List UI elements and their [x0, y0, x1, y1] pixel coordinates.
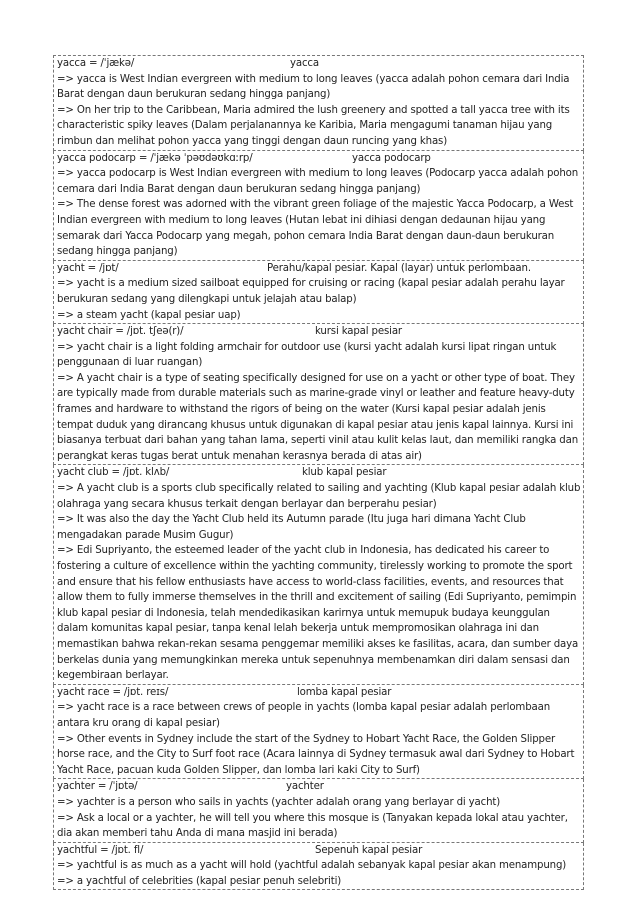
entry-term: yacht chair = /jɒt. tʃeə(r)/: [57, 326, 184, 338]
entry-yachtful: [53, 843, 584, 891]
entry-translation: Sepenuh kapal pesiar: [315, 844, 423, 856]
entry-translation: Perahu/kapal pesiar. Kapal (layar) untuk perlombaan.: [267, 262, 531, 274]
definition-line: => yachtful is as much as a yacht will hold (yachtful adalah sebanyak kapal pesiar akan menampung): [57, 860, 567, 872]
entry-translation: kursi kapal pesiar: [315, 326, 402, 338]
example-line: => The dense forest was adorned with the vibrant green foliage of the majestic Yacca Podocarp, a West Indian evergreen with medium to long leaves (Hutan lebat ini dihiasi dengan dedaunan hijau yang semarak dari Yacca Podocarp yang megah, pohon cemara India Barat dengan daun-daun berukuran sedang hingga panjang): [57, 199, 574, 258]
entry-headline: [57, 685, 581, 701]
entry-term: yachter = /ˈjɒtə/: [57, 781, 138, 793]
entry-translation: yacca podocarp: [352, 152, 431, 164]
entry-headline: [57, 843, 581, 859]
entry-headline: [57, 465, 581, 481]
entry-headline: [57, 56, 581, 72]
entry-translation: yachter: [286, 781, 324, 793]
entry-yacca: [53, 55, 584, 151]
entry-term: yachtful = /jɒt. fl/: [57, 844, 144, 856]
example-line: => Edi Supriyanto, the esteemed leader of the yacht club in Indonesia, has dedicated his career to fostering a culture of excellence within the yachting community, tirelessly working to promote the sport and ensure that his fellow enthusiasts have access to world-class facilities, events, and resources that allow them to fully immerse themselves in the thrill and excitement of sailing (Edi Supriyanto, pemimpin klub kapal pesiar di Indonesia, telah mendedikasikan karirnya untuk memupuk budaya keunggulan dalam komunitas kapal pesiar, tanpa kenal lelah bekerja untuk mempromosikan olahraga ini dan memastikan bahwa rekan-rekan sesama penggemar memiliki akses ke fasilitas, acara, dan sumber daya berkelas dunia yang memungkinkan mereka untuk sepenuhnya membenamkan diri dalam sensasi dan kegembiraan berlayar.: [57, 545, 579, 682]
entry-term: yacca = /ˈjækə/: [57, 58, 135, 69]
entry-headline: [57, 261, 581, 277]
entry-translation: lomba kapal pesiar: [297, 686, 392, 698]
entry-term: yacca podocarp = /ˈjækə ˈpəʊdəʊkɑːrp/: [57, 152, 253, 164]
entry-term: yacht club = /jɒt. klʌb/: [57, 467, 170, 479]
definition-line: => yachter is a person who sails in yachts (yachter adalah orang yang berlayar di yacht): [57, 796, 501, 808]
entry-term: yacht = /jɒt/: [57, 262, 119, 274]
entry-yacht-club: [53, 465, 584, 684]
entry-yacht-chair: [53, 324, 584, 465]
entry-yachter: [53, 779, 584, 842]
entry-translation: klub kapal pesiar: [302, 467, 387, 479]
entry-headline: [57, 151, 581, 167]
example-line: => a steam yacht (kapal pesiar uap): [57, 309, 241, 321]
definition-line: => yacht race is a race between crews of people in yachts (lomba kapal pesiar adalah perlombaan antara kru orang di kapal pesiar): [57, 702, 551, 729]
example-line: => a yachtful of celebrities (kapal pesiar penuh selebriti): [57, 875, 342, 887]
entry-yacht-race: [53, 685, 584, 780]
dictionary-page: [53, 55, 584, 890]
entry-headline: [57, 324, 581, 340]
definition-line: => yacht chair is a light folding armchair for outdoor use (kursi yacht adalah kursi lipat ringan untuk penggunaan di luar ruangan): [57, 341, 557, 369]
entry-yacca-podocarp: [53, 151, 584, 261]
example-line: => A yacht chair is a type of seating specifically designed for use on a yacht or other type of boat. They are typically made from durable materials such as marine-grade vinyl or leather and feature heavy-duty frames and hardware to withstand the rigors of being on the water (Kursi kapal pesiar adalah jenis tempat duduk yang dirancang khusus untuk digunakan di kapal pesiar atau jenis kapal lainnya. Kursi ini biasanya terbuat dari bahan yang tahan lama, seperti vinil atau kulit kelas laut, dan memiliki rangka dan perangkat keras tugas berat untuk menahan kerasnya berada di atas air): [57, 372, 579, 462]
entry-headline: [57, 779, 581, 795]
example-line: => Ask a local or a yachter, he will tell you where this mosque is (Tanyakan kepada lokal atau yachter, dia akan memberi tahu Anda di mana masjid ini berada): [57, 812, 568, 840]
entry-term: yacht race = /jɒt. reɪs/: [57, 686, 169, 698]
entry-translation: yacca: [290, 58, 319, 69]
definition-line: => yacca podocarp is West Indian evergreen with medium to long leaves (Podocarp yacca adalah pohon cemara dari India Barat dengan daun berukuran sedang hingga panjang): [57, 168, 579, 195]
example-line: => Other events in Sydney include the start of the Sydney to Hobart Yacht Race, the Golden Slipper horse race, and the City to Surf foot race (Acara lainnya di Sydney termasuk awal dari Sydney to Hobart Yacht Race, pacuan kuda Golden Slipper, dan lomba lari kaki City to Surf): [57, 733, 575, 776]
definition-line: => yacht is a medium sized sailboat equipped for cruising or racing (kapal pesiar adalah perahu layar berukuran sedang yang dilengkapi untuk jelajah atau balap): [57, 278, 565, 305]
example-line: => On her trip to the Caribbean, Maria admired the lush greenery and spotted a tall yacca tree with its characteristic spiky leaves (Dalam perjalanannya ke Karibia, Maria mengagumi tanaman hijau yang rimbun dan melihat pohon yacca yang tinggi dengan daun runcing yang khas): [57, 104, 570, 147]
definition-line: => yacca is West Indian evergreen with medium to long leaves (yacca adalah pohon cemara dari India Barat dengan daun berukuran sedang hingga panjang): [57, 73, 570, 101]
example-line: => It was also the day the Yacht Club held its Autumn parade (Itu juga hari dimana Yacht Club mengadakan parade Musim Gugur): [57, 514, 526, 541]
definition-line: => A yacht club is a sports club specifically related to sailing and yachting (Klub kapal pesiar adalah klub olahraga yang secara khusus terkait dengan berlayar dan berperahu pesiar): [57, 483, 581, 510]
entry-yacht: [53, 261, 584, 324]
